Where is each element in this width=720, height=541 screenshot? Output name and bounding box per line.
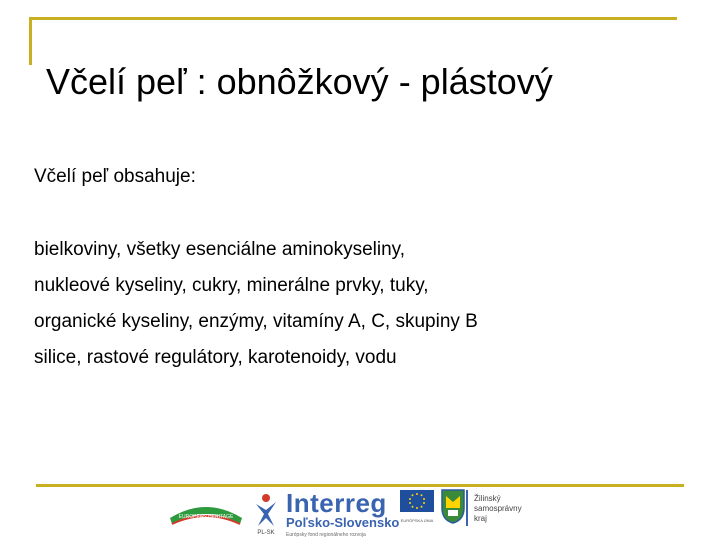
interreg-region: Poľsko-Slovensko: [286, 515, 400, 530]
eu-caption: EURÓPSKA ÚNIA: [400, 518, 434, 523]
heritage-logo: [168, 494, 244, 533]
content-line: bielkoviny, všetky esenciálne aminokyseliny,: [34, 239, 406, 260]
eu-flag-logo: [400, 490, 434, 523]
content-line: silice, rastové regulátory, karotenoidy, vodu: [34, 347, 397, 368]
zilina-region-text: [474, 494, 522, 524]
intro-text: Včelí peľ obsahuje:: [34, 166, 196, 187]
interreg-name: Interreg: [286, 488, 387, 518]
plsk-label: PL-SK: [257, 530, 275, 536]
interreg-tagline: Európsky fond regionálneho rozvoja: [286, 532, 366, 538]
zilina-line: kraj: [474, 514, 487, 523]
frame-top-line: [29, 17, 677, 20]
slide-title: Včelí peľ : obnôžkový - plástový: [46, 61, 553, 102]
content-list: [34, 232, 478, 376]
zilina-line: Žilinský: [474, 494, 501, 503]
zilina-region-logo: [466, 490, 472, 531]
heritage-logo-text: EUROPEAN HERITAGE: [178, 514, 234, 520]
crest-logo: [440, 488, 466, 529]
zilina-line: samosprávny: [474, 504, 522, 513]
content-line: organické kyseliny, enzýmy, vitamíny A, C, skupiny B: [34, 311, 478, 332]
interreg-logo: [286, 490, 399, 538]
plsk-logo: [252, 492, 280, 541]
frame-left-line: [29, 17, 32, 65]
content-line: nukleové kyseliny, cukry, minerálne prvky, tuky,: [34, 275, 429, 296]
footer-logos: [0, 486, 720, 540]
